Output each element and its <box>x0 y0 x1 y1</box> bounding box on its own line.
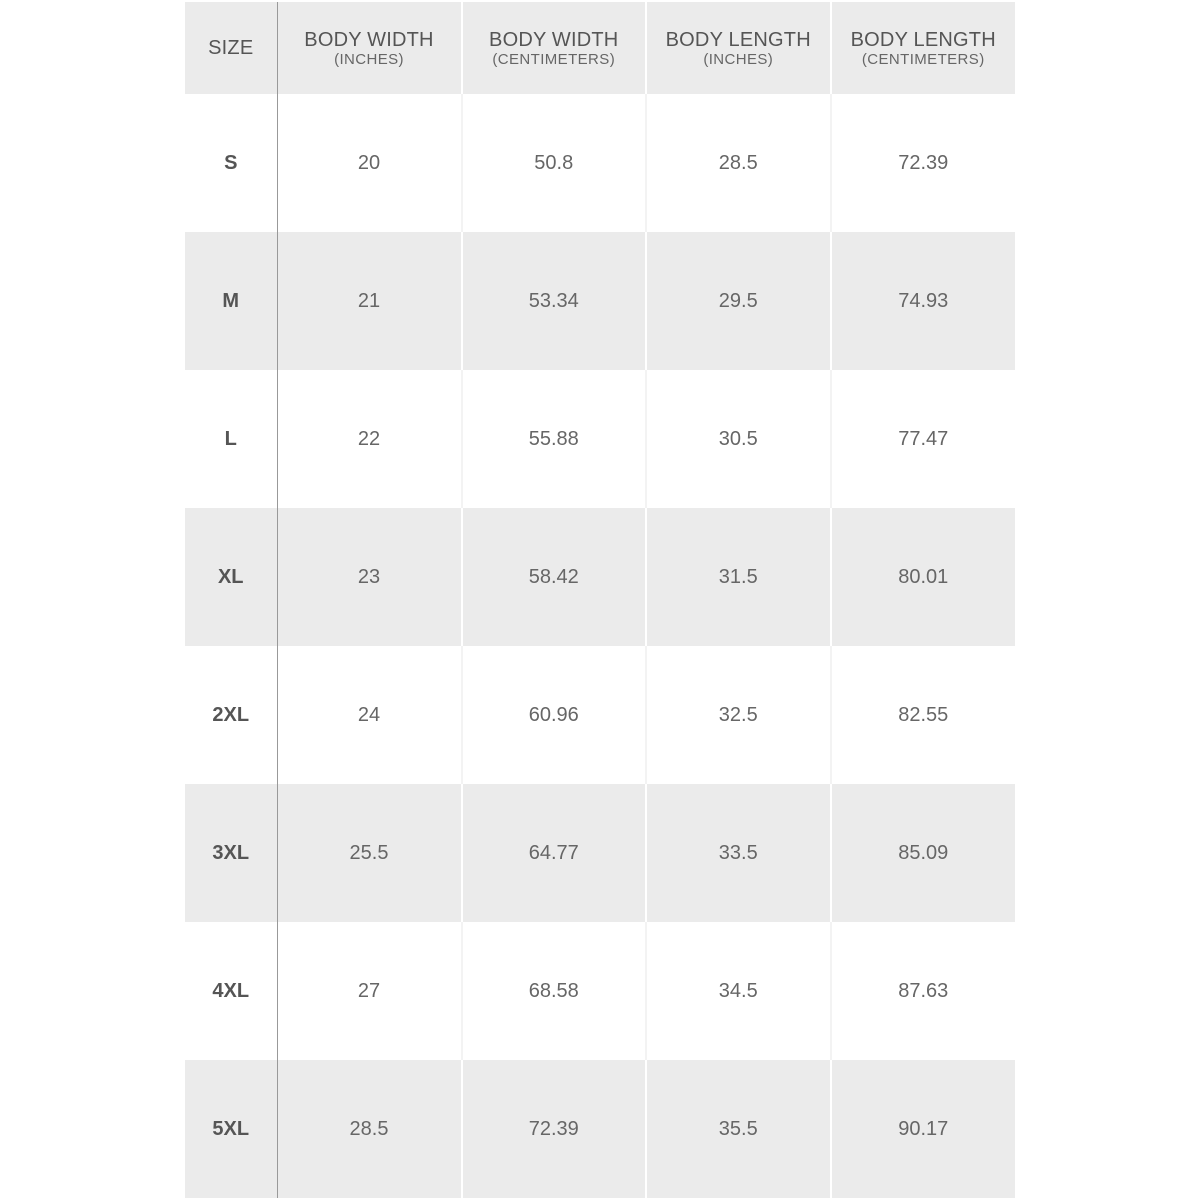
body-width-inches-cell: 20 <box>277 94 462 232</box>
body-width-centimeters-cell: 68.58 <box>462 922 647 1060</box>
column-header-unit: (INCHES) <box>703 50 774 68</box>
body-length-inches-cell: 30.5 <box>646 370 831 508</box>
column-header-label: BODY LENGTH <box>665 28 811 51</box>
body-length-centimeters-cell: 77.47 <box>831 370 1016 508</box>
body-width-inches-cell: 24 <box>277 646 462 784</box>
column-header-label: SIZE <box>208 37 254 59</box>
body-length-centimeters-cell: 87.63 <box>831 922 1016 1060</box>
size-cell: 2XL <box>185 646 277 784</box>
size-chart <box>185 2 1015 1198</box>
body-width-inches-cell: 27 <box>277 922 462 1060</box>
body-width-inches-cell: 21 <box>277 232 462 370</box>
body-length-inches-cell: 29.5 <box>646 232 831 370</box>
column-header-body-width-inches <box>277 2 462 94</box>
body-width-inches-cell: 28.5 <box>277 1060 462 1198</box>
body-length-inches-cell: 33.5 <box>646 784 831 922</box>
table-row <box>185 646 1015 784</box>
body-length-inches-cell: 34.5 <box>646 922 831 1060</box>
size-cell: XL <box>185 508 277 646</box>
column-header-label: BODY LENGTH <box>850 28 996 51</box>
body-length-inches-cell: 32.5 <box>646 646 831 784</box>
column-header-label: BODY WIDTH <box>304 28 434 51</box>
size-cell: S <box>185 94 277 232</box>
body-length-inches-cell: 28.5 <box>646 94 831 232</box>
body-width-inches-cell: 25.5 <box>277 784 462 922</box>
body-length-centimeters-cell: 72.39 <box>831 94 1016 232</box>
body-width-centimeters-cell: 60.96 <box>462 646 647 784</box>
body-width-centimeters-cell: 55.88 <box>462 370 647 508</box>
size-cell: 5XL <box>185 1060 277 1198</box>
column-header-unit: (CENTIMETERS) <box>492 50 616 68</box>
body-length-centimeters-cell: 90.17 <box>831 1060 1016 1198</box>
body-length-centimeters-cell: 80.01 <box>831 508 1016 646</box>
table-row <box>185 1060 1015 1198</box>
table-row <box>185 784 1015 922</box>
body-width-centimeters-cell: 64.77 <box>462 784 647 922</box>
size-cell: M <box>185 232 277 370</box>
header-row <box>185 2 1015 94</box>
body-width-centimeters-cell: 58.42 <box>462 508 647 646</box>
column-header-size <box>185 2 277 94</box>
table-body <box>185 94 1015 1198</box>
body-length-centimeters-cell: 74.93 <box>831 232 1016 370</box>
body-length-centimeters-cell: 85.09 <box>831 784 1016 922</box>
table-header <box>185 2 1015 94</box>
size-cell: 4XL <box>185 922 277 1060</box>
table-row <box>185 370 1015 508</box>
body-width-centimeters-cell: 72.39 <box>462 1060 647 1198</box>
body-length-centimeters-cell: 82.55 <box>831 646 1016 784</box>
table-row <box>185 94 1015 232</box>
column-header-body-width-centimeters <box>462 2 647 94</box>
body-width-inches-cell: 22 <box>277 370 462 508</box>
size-chart-table <box>185 2 1015 1198</box>
table-row <box>185 232 1015 370</box>
body-width-centimeters-cell: 50.8 <box>462 94 647 232</box>
body-width-inches-cell: 23 <box>277 508 462 646</box>
body-length-inches-cell: 35.5 <box>646 1060 831 1198</box>
body-length-inches-cell: 31.5 <box>646 508 831 646</box>
column-header-unit: (CENTIMETERS) <box>861 50 985 68</box>
body-width-centimeters-cell: 53.34 <box>462 232 647 370</box>
size-cell: L <box>185 370 277 508</box>
column-header-body-length-centimeters <box>831 2 1016 94</box>
column-header-body-length-inches <box>646 2 831 94</box>
table-row <box>185 922 1015 1060</box>
size-cell: 3XL <box>185 784 277 922</box>
column-header-unit: (INCHES) <box>334 50 404 68</box>
table-row <box>185 508 1015 646</box>
column-header-label: BODY WIDTH <box>489 28 619 51</box>
